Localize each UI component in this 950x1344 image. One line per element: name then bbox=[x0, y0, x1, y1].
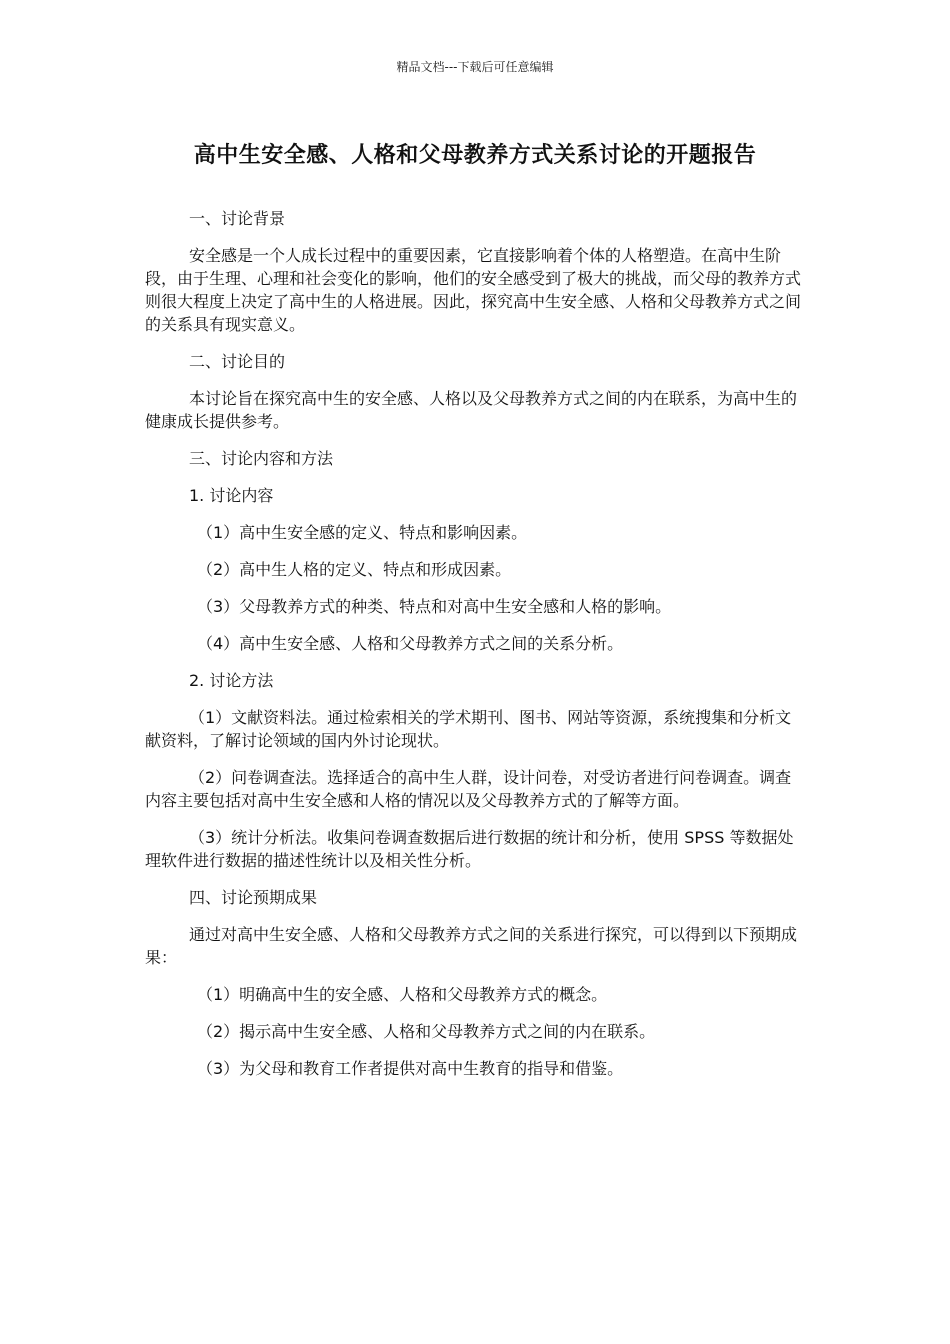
list-item-result-3: （3）为父母和教育工作者提供对高中生教育的指导和借鉴。 bbox=[197, 1059, 624, 1078]
paragraph-results: 通过对高中生安全感、人格和父母教养方式之间的关系进行探究，可以得到以下预期成果： bbox=[145, 925, 798, 967]
list-item-method-1: （1）文献资料法。通过检索相关的学术期刊、图书、网站等资源，系统搜集和分析文献资料，了解讨论领域的国内外讨论现状。 bbox=[145, 708, 792, 750]
document-title: 高中生安全感、人格和父母教养方式关系讨论的开题报告 bbox=[193, 143, 757, 168]
paragraph-background: 安全感是一个人成长过程中的重要因素，它直接影响着个体的人格塑造。在高中生阶段，由于生理、心理和社会变化的影响，他们的安全感受到了极大的挑战，而父母的教养方式则很大程度上决定了高中生的人格进展。因此，探究高中生安全感、人格和父母教养方式之间的关系具有现实意义。 bbox=[145, 246, 802, 334]
list-item-content-2: （2）高中生人格的定义、特点和形成因素。 bbox=[197, 560, 512, 579]
list-item-content-1: （1）高中生安全感的定义、特点和影响因素。 bbox=[197, 523, 528, 542]
list-item-result-2: （2）揭示高中生安全感、人格和父母教养方式之间的内在联系。 bbox=[197, 1022, 656, 1041]
list-item-content-3: （3）父母教养方式的种类、特点和对高中生安全感和人格的影响。 bbox=[197, 597, 672, 616]
list-item-result-1: （1）明确高中生的安全感、人格和父母教养方式的概念。 bbox=[197, 985, 608, 1004]
subheading-method: 2. 讨论方法 bbox=[189, 671, 274, 690]
list-item-method-3: （3）统计分析法。收集问卷调查数据后进行数据的统计和分析，使用 SPSS 等数据处理软件进行数据的描述性统计以及相关性分析。 bbox=[145, 828, 794, 870]
list-item-method-2: （2）问卷调查法。选择适合的高中生人群，设计问卷，对受访者进行问卷调查。调查内容主要包括对高中生安全感和人格的情况以及父母教养方式的了解等方面。 bbox=[145, 768, 792, 810]
section-heading-results: 四、讨论预期成果 bbox=[189, 888, 318, 907]
header-note: 精品文档---下载后可任意编辑 bbox=[396, 60, 554, 74]
section-heading-content-method: 三、讨论内容和方法 bbox=[189, 449, 334, 468]
subheading-content: 1. 讨论内容 bbox=[189, 486, 274, 505]
section-heading-background: 一、讨论背景 bbox=[189, 209, 286, 228]
list-item-content-4: （4）高中生安全感、人格和父母教养方式之间的关系分析。 bbox=[197, 634, 624, 653]
document-body bbox=[145, 207, 805, 1094]
paragraph-purpose: 本讨论旨在探究高中生的安全感、人格以及父母教养方式之间的内在联系，为高中生的健康成长提供参考。 bbox=[145, 389, 798, 431]
section-heading-purpose: 二、讨论目的 bbox=[189, 352, 286, 371]
